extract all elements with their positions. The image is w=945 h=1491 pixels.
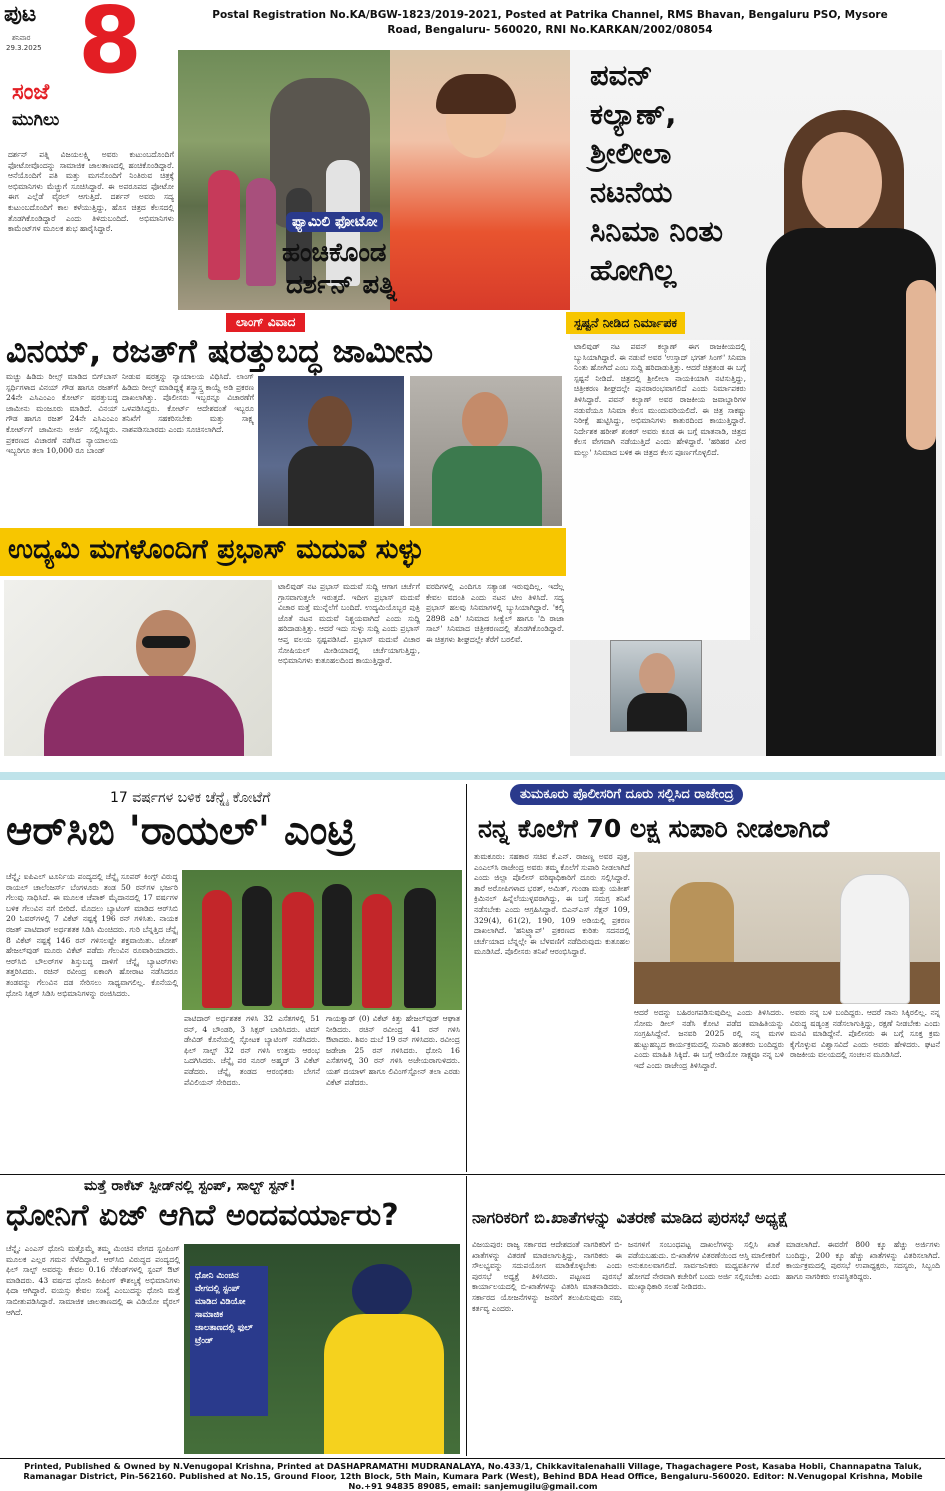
page-date: 29.3.2025 [6,44,42,52]
threat-tag: ತುಮಕೂರು ಪೊಲೀಸರಿಗೆ ದೂರು ಸಲ್ಲಿಸಿದ ರಾಜೇಂದ್ರ [510,784,743,805]
vinay-photo [258,376,404,526]
jersey-shape [324,1314,444,1454]
section-divider [0,772,945,780]
body-shape [627,693,687,732]
family-headline-1: ಫ್ಯಾಮಿಲಿ ಫೋಟೋ [286,212,383,232]
rcb-body-col2: ಪಾಟಿದಾರ್ ಅರ್ಧಶತಕ ಗಳಿಸಿ 32 ಎಸೆತಗಳಲ್ಲಿ 51 ರನ್, 4 ಬೌಂಡರಿ, 3 ಸಿಕ್ಸರ್ ಬಾರಿಸಿದರು. ಟಿಮ್ ಡೇವಿಡ್ ಕೊನೆಯಲ್ಲಿ ಸ್ಫೋಟಕ ಬ್ಯಾಟಿಂಗ್ ನಡೆಸಿದರು. ಫಿಲ್ ಸಾಲ್ಟ್ 32 ರನ್ ಗಳಿಸಿ ಉತ್ತಮ ಆರಂಭ ಒದಗಿಸಿದರು. ಚೆನ್ನೈ ಪರ ನೂರ್ ಅಹ್ಮದ್ 3 ವಿಕೆಟ್ ಪಡೆದರು. ಚೆನ್ನೈ ತಂಡದ ಆರಂಭಿಕರು ಬೇಗನೆ ಪೆವಿಲಿಯನ್ ಸೇರಿದರು. [184,1014,320,1087]
section-rule [0,1174,945,1175]
pawan-headline-line: ನಟನೆಯ [590,175,673,209]
dhoni-body: ಚೆನ್ನೈ: ಎಂಎಸ್ ಧೋನಿ ಮತ್ತೊಮ್ಮೆ ತಮ್ಮ ಮಿಂಚಿನ ವೇಗದ ಸ್ಟಂಪಿಂಗ್ ಮೂಲಕ ಎಲ್ಲರ ಗಮನ ಸೆಳೆದಿದ್ದಾರೆ. ಆರ್‌ಸಿಬಿ ವಿರುದ್ಧದ ಪಂದ್ಯದಲ್ಲಿ ಫಿಲ್ ಸಾಲ್ಟ್ ಅವರನ್ನು ಕೇವಲ 0.16 ಸೆಕೆಂಡ್‌ಗಳಲ್ಲಿ ಸ್ಟಂಪ್ ಔಟ್ ಮಾಡಿದರು. 43 ವರ್ಷದ ಧೋನಿ ಕೀಪಿಂಗ್ ಕೌಶಲ್ಯಕ್ಕೆ ಅಭಿಮಾನಿಗಳು ಫಿದಾ ಆಗಿದ್ದಾರೆ. ವಯಸ್ಸು ಕೇವಲ ಸಂಖ್ಯೆ ಎಂಬುದನ್ನು ಧೋನಿ ಮತ್ತೆ ಸಾಬೀತುಪಡಿಸಿದ್ದಾರೆ. ಸಾಮಾಜಿಕ ಜಾಲತಾಣದಲ್ಲಿ ಈ ವಿಡಿಯೋ ವೈರಲ್ ಆಗಿದೆ. [6,1244,180,1317]
page-weekday: ಶನಿವಾರ [12,34,31,42]
rajath-photo [410,376,562,526]
pawan-body: ಟಾಲಿವುಡ್ ನಟ ಪವನ್ ಕಲ್ಯಾಣ್ ಈಗ ರಾಜಕೀಯದಲ್ಲಿ ಬ್ಯುಸಿಯಾಗಿದ್ದಾರೆ. ಈ ನಡುವೆ ಅವರ 'ಉಸ್ತಾದ್ ಭಗತ್ ಸಿಂಗ್' ಸಿನಿಮಾ ನಿಂತು ಹೋಗಿದೆ ಎಂಬ ಸುದ್ದಿ ಹರಿದಾಡುತ್ತಿತ್ತು. ಆದರೆ ಚಿತ್ರತಂಡ ಈ ಬಗ್ಗೆ ಸ್ಪಷ್ಟನೆ ನೀಡಿದೆ. ಚಿತ್ರದಲ್ಲಿ ಶ್ರೀಲೀಲಾ ನಾಯಕಿಯಾಗಿ ನಟಿಸುತ್ತಿದ್ದು, ಚಿತ್ರೀಕರಣ ಶೀಘ್ರದಲ್ಲೇ ಪುನರಾರಂಭವಾಗಲಿದೆ ಎಂದು ನಿರ್ಮಾಪಕರು ತಿಳಿಸಿದ್ದಾರೆ. ಪವನ್ ಕಲ್ಯಾಣ್ ಅವರ ರಾಜಕೀಯ ಜವಾಬ್ದಾರಿಗಳ ನಡುವೆಯೂ ಸಿನಿಮಾ ಕೆಲಸ ಮುಂದುವರಿಯಲಿದೆ. ಈ ಚಿತ್ರ ಸಾಕಷ್ಟು ನಿರೀಕ್ಷೆ ಹುಟ್ಟಿಸಿದ್ದು, ಅಭಿಮಾನಿಗಳು ಕಾತುರದಿಂದ ಕಾಯುತ್ತಿದ್ದಾರೆ. ನಿರ್ದೇಶಕ ಹರೀಶ್ ಶಂಕರ್ ಅವರು ಕೂಡ ಈ ಬಗ್ಗೆ ಮಾತನಾಡಿ, ಚಿತ್ರದ ಕೆಲಸ ವೇಗವಾಗಿ ನಡೆಯುತ್ತಿದೆ ಎಂದು ಹೇಳಿದ್ದಾರೆ. 'ಹರಿಹರ ವೀರ ಮಲ್ಲು' ಸಿನಿಮಾದ ಬಳಿಕ ಈ ಚಿತ್ರದ ಕೆಲಸ ಪೂರ್ಣಗೊಳ್ಳಲಿದೆ. [570,340,750,640]
brand-name-top: ಸಂಜೆ [12,80,50,105]
page-label: ಪುಟ [4,2,37,27]
footer-rule [0,1458,945,1459]
rcb-headline: ಆರ್‌ಸಿಬಿ 'ರಾಯಲ್' ಎಂಟ್ರಿ [6,808,356,854]
face-shape [462,392,508,450]
threat-body-col1: ತುಮಕೂರು: ಸಹಕಾರ ಸಚಿವ ಕೆ.ಎನ್. ರಾಜಣ್ಣ ಅವರ ಪುತ್ರ, ಎಂಎಲ್‌ಸಿ ರಾಜೇಂದ್ರ ಅವರು ತಮ್ಮ ಕೊಲೆಗೆ ಸುಪಾರಿ ನೀಡಲಾಗಿದೆ ಎಂದು ಜಿಲ್ಲಾ ಪೊಲೀಸ್ ವರಿಷ್ಠಾಧಿಕಾರಿಗೆ ದೂರು ಸಲ್ಲಿಸಿದ್ದಾರೆ. ತಾರೆ ಅರೋಪಿಗಳಾದ ಭರತ್, ಅಮಿತ್, ಗುಂಡಾ ಮತ್ತು ಯತೀಶ್ ಕ್ರಿಮಿನಲ್ ಹಿನ್ನೆಲೆಯುಳ್ಳವರಾಗಿದ್ದು, ಈ ಬಗ್ಗೆ ಸಮಗ್ರ ತನಿಖೆ ನಡೆಸಬೇಕು ಎಂದು ಆಗ್ರಹಿಸಿದ್ದಾರೆ. ಬಿಎನ್‌ಎಸ್ ಸೆಕ್ಷನ್ 109, 329(4), 61(2), 190, 109 ಅಡಿಯಲ್ಲಿ ಪ್ರಕರಣ ದಾಖಲಾಗಿದೆ. 'ಹನಿಟ್ರ್ಯಾಪ್' ಪ್ರಕರಣದ ಕುರಿತು ಸದನದಲ್ಲಿ ಚರ್ಚೆಯಾದ ಬೆನ್ನಲ್ಲೇ ಈ ಬೆಳವಣಿಗೆ ನಡೆದಿರುವುದು ಕುತೂಹಲ ಮೂಡಿಸಿದೆ. ಪೊಲೀಸರು ತನಿಖೆ ಆರಂಭಿಸಿದ್ದಾರೆ. [474,852,630,957]
vinay-body-col1: ಮಚ್ಚು ಹಿಡಿದು ರೀಲ್ಸ್ ಮಾಡಿದ ಬಿಗ್‌ಬಾಸ್ ಸ್ಪರ್ಧಿಗಳಾದ ವಿನಯ್ ಗೌಡ ಹಾಗೂ ರಜತ್‌ಗೆ 24ನೇ ಎಸಿಎಂಎಂ ಕೋರ್ಟ್ ಷರತ್ತುಬದ್ಧ ಜಾಮೀನು ಮಂಜೂರು ಮಾಡಿದೆ. ವಿನಯ್ ಗೌಡ ಹಾಗೂ ರಜತ್ 24ನೇ ಎಸಿಎಂಎಂ ಕೋರ್ಟ್‌ಗೆ ಜಾಮೀನು ಅರ್ಜಿ ಸಲ್ಲಿಸಿದ್ದರು. ಪ್ರಕರಣದ ವಿಚಾರಣೆ ನಡೆಸಿದ ನ್ಯಾಯಾಲಯ ಇಬ್ಬರಿಗೂ ತಲಾ 10,000 ರೂ ಬಾಂಡ್ [6,372,118,456]
pawan-headline-line: ಸಿನಿಮಾ ನಿಂತು [590,214,723,248]
sunglasses-shape [142,636,190,648]
jacket-shape [44,676,244,756]
footer-imprint: Printed, Published & Owned by N.Venugopal Krishna, Printed at DASHAPRAMATHI MUDRANALAYA, No.433/1, Chikkavitalenahalli Village, Thagachagere Post, Kasaba Hobli, Channapatna Taluk, Ramanagar District, Pin-562160. Published at No.15, Ground Floor, 12th Block, 5th Main, Kumara Park (West), Behind BDA Head Office, Bengaluru-560020. Editor: N.Venugopal Krishna, Mobile No.+91 94835 89085, email: sanjemugilu@gmail.com [23,1461,923,1491]
khata-body-col3: ಮಾಡಲಾಗಿದೆ. ಈವರೆಗೆ 800 ಕ್ಕೂ ಹೆಚ್ಚು ಅರ್ಜಿಗಳು ಬಂದಿದ್ದು, 200 ಕ್ಕೂ ಹೆಚ್ಚು ಖಾತೆಗಳನ್ನು ವಿತರಿಸಲಾಗಿದೆ. ಕಾರ್ಯಕ್ರಮದಲ್ಲಿ ಪುರಸಭೆ ಉಪಾಧ್ಯಕ್ಷರು, ಸದಸ್ಯರು, ಸಿಬ್ಬಂದಿ ಹಾಗೂ ನಾಗರಿಕರು ಉಪಸ್ಥಿತರಿದ್ದರು. [786,1240,940,1281]
vinay-headline: ವಿನಯ್, ರಜತ್‌ಗೆ ಷರತ್ತುಬದ್ಧ ಜಾಮೀನು [6,332,434,370]
pawan-headline-line: ಶ್ರೀಲೀಲಾ [590,136,672,170]
pawan-inset-photo [610,640,702,732]
face-shape [308,396,352,450]
player-figure [362,894,392,1008]
pawan-headline-line: ಕಲ್ಯಾಣ್, [590,97,677,131]
vijayalakshmi-photo [390,50,570,310]
person-figure [246,178,276,286]
pawan-tag: ಸ್ಪಷ್ಟನೆ ನೀಡಿದ ನಿರ್ಮಾಪಕ [566,312,685,334]
dhoni-kicker: ಮತ್ತೆ ರಾಕೆಟ್ ಸ್ಪೀಡ್‌ನಲ್ಲಿ ಸ್ಟಂಪ್, ಸಾಲ್ಟ್ ಸ್ಟನ್! [84,1178,296,1194]
dhoni-callout: ಧೋನಿ ಮಿಂಚಿನ ವೇಗದಲ್ಲಿ ಸ್ಟಂಪ್ ಮಾಡಿದ ವಿಡಿಯೋ ಸಾಮಾಜಿಕ ಜಾಲತಾಣದಲ್ಲಿ ಫುಲ್ ಟ್ರೆಂಡ್ [190,1266,268,1416]
face-shape [639,653,675,697]
helmet-shape [352,1264,412,1318]
registration-text: Postal Registration No.KA/BGW-1823/2019-2021, Posted at Patrika Channel, RMS Bhavan, Bengaluru PSO, Mysore Road, Bengaluru- 560020, RNI No.KARKAN/2002/08054 [212,9,888,36]
khata-body-col1: ವಿಜಯಪುರ: ರಾಜ್ಯ ಸರ್ಕಾರದ ಆದೇಶದಂತೆ ನಾಗರಿಕರಿಗೆ ಬಿ-ಖಾತೆಗಳನ್ನು ವಿತರಣೆ ಮಾಡಲಾಗುತ್ತಿದ್ದು, ನಾಗರಿಕರು ಈ ಸೌಲಭ್ಯವನ್ನು ಸದುಪಯೋಗ ಮಾಡಿಕೊಳ್ಳಬೇಕು ಎಂದು ಪುರಸಭೆ ಅಧ್ಯಕ್ಷೆ ತಿಳಿಸಿದರು. ಪಟ್ಟಣದ ಪುರಸಭೆ ಕಾರ್ಯಾಲಯದಲ್ಲಿ ಬಿ-ಖಾತೆಗಳನ್ನು ವಿತರಿಸಿ ಮಾತನಾಡಿದರು. ಸರ್ಕಾರದ ಯೋಜನೆಗಳನ್ನು ಜನರಿಗೆ ತಲುಪಿಸುವುದು ನಮ್ಮ ಕರ್ತವ್ಯ ಎಂದರು. [472,1240,622,1313]
hair-shape [436,74,516,114]
player-figure [404,888,436,1008]
column-rule [466,1176,467,1456]
threat-headline: ನನ್ನ ಕೊಲೆಗೆ 70 ಲಕ್ಷ ಸುಪಾರಿ ನೀಡಲಾಗಿದೆ [478,814,830,843]
body-shape [432,446,542,526]
khata-headline: ನಾಗರಿಕರಿಗೆ ಬಿ.ಖಾತೆಗಳನ್ನು ವಿತರಣೆ ಮಾಡಿದ ಪುರಸಭೆ ಅಧ್ಯಕ್ಷೆ [472,1208,789,1227]
vinay-body-col2: ನೀಡುವ ಷರತ್ತನ್ನು ನ್ಯಾಯಾಲಯ ವಿಧಿಸಿದೆ. ಲಾಂಗ್ ಹಿಡಿದು ರೀಲ್ಸ್ ಮಾಡಿದ್ದಕ್ಕೆ ಶಸ್ತ್ರಾಸ್ತ್ರ ಕಾಯ್ದೆ ಅಡಿ ಪ್ರಕರಣ ದಾಖಲಾಗಿತ್ತು. ಪೊಲೀಸರು ಇಬ್ಬರನ್ನೂ ವಿಚಾರಣೆಗೆ ಒಳಪಡಿಸಿದ್ದರು. ಕೋರ್ಟ್ ಆದೇಶದಂತೆ ಇಬ್ಬರೂ ತನಿಖೆಗೆ ಸಹಕರಿಸಬೇಕು ಮತ್ತು ಸಾಕ್ಷ್ಯ ನಾಶಪಡಿಸಬಾರದು ಎಂದು ಸೂಚಿಸಲಾಗಿದೆ. [122,372,254,434]
family-headline-2: ಹಂಚಿಕೊಂಡ [282,238,387,268]
threat-body-col3: ಅವರು ನನ್ನ ಬಳಿ ಬಂದಿದ್ದರು. ಆದರೆ ನಾನು ಸಿಕ್ಕಿರಲಿಲ್ಲ. ನನ್ನ ವಿರುದ್ಧ ಷಡ್ಯಂತ್ರ ನಡೆಸಲಾಗುತ್ತಿದ್ದು, ರಕ್ಷಣೆ ನೀಡಬೇಕು ಎಂದು ಮನವಿ ಮಾಡಿದ್ದೇನೆ. ಪೊಲೀಸರು ಈ ಬಗ್ಗೆ ಸೂಕ್ತ ಕ್ರಮ ಕೈಗೊಳ್ಳುವ ವಿಶ್ವಾಸವಿದೆ ಎಂದು ಅವರು ಹೇಳಿದರು. ಘಟನೆ ರಾಜಕೀಯ ವಲಯದಲ್ಲಿ ಸಂಚಲನ ಮೂಡಿಸಿದೆ. [790,1008,940,1060]
rcb-kicker: 17 ವರ್ಷಗಳ ಬಳಿಕ ಚೆನ್ನೈ ಕೋಟೆಗೆ [110,790,271,806]
player-figure [202,890,232,1008]
vinay-tag: ಲಾಂಗ್ ವಿವಾದ [226,313,305,332]
khata-body-col2: ಜನಗಳಿಗೆ ಸಂಬಂಧಪಟ್ಟ ದಾಖಲೆಗಳನ್ನು ಸಲ್ಲಿಸಿ ಖಾತೆ ಪಡೆಯಬಹುದು. ಬಿ-ಖಾತೆಗಳ ವಿತರಣೆಯಿಂದ ಆಸ್ತಿ ಮಾಲೀಕರಿಗೆ ಅನುಕೂಲವಾಗಲಿದೆ. ಸಾರ್ವಜನಿಕರು ಮಧ್ಯವರ್ತಿಗಳ ಮೊರೆ ಹೋಗದೆ ನೇರವಾಗಿ ಕಚೇರಿಗೆ ಬಂದು ಅರ್ಜಿ ಸಲ್ಲಿಸಬೇಕು ಎಂದು ಮುಖ್ಯಾಧಿಕಾರಿ ಸಲಹೆ ನೀಡಿದರು. [628,1240,780,1292]
family-body: ದರ್ಶನ್ ಪತ್ನಿ ವಿಜಯಲಕ್ಷ್ಮಿ ಅವರು ಕುಟುಂಬದೊಂದಿಗೆ ಫೋಟೋವೊಂದನ್ನು ಸಾಮಾಜಿಕ ಜಾಲತಾಣದಲ್ಲಿ ಹಂಚಿಕೊಂಡಿದ್ದಾರೆ. ಆನೆಯೊಂದಿಗೆ ಪತಿ ಮತ್ತು ಮಗನೊಂದಿಗೆ ನಿಂತಿರುವ ಚಿತ್ರಕ್ಕೆ ಅಭಿಮಾನಿಗಳು ಮೆಚ್ಚುಗೆ ಸೂಚಿಸಿದ್ದಾರೆ. ಈ ಅಪರೂಪದ ಫೋಟೋ ಈಗ ಎಲ್ಲೆಡೆ ವೈರಲ್ ಆಗುತ್ತಿದೆ. ದರ್ಶನ್ ಅವರು ಸದ್ಯ ಕುಟುಂಬದೊಂದಿಗೆ ಕಾಲ ಕಳೆಯುತ್ತಿದ್ದು, ಹೊಸ ಚಿತ್ರದ ಕೆಲಸದಲ್ಲಿ ತೊಡಗಿಕೊಂಡಿದ್ದಾರೆ ಎಂದು ತಿಳಿದುಬಂದಿದೆ. ಅಭಿಮಾನಿಗಳು ಕಾಮೆಂಟ್‌ಗಳ ಮೂಲಕ ಶುಭ ಹಾರೈಸಿದ್ದಾರೆ. [8,150,174,234]
player-figure [242,886,272,1006]
player-figure [322,884,352,1006]
player-figure [282,892,314,1008]
dhoni-headline: ಧೋನಿಗೆ ಏಜ್ ಆಗಿದೆ ಅಂದವರ್ಯಾರು? [6,1198,399,1233]
person-figure [208,170,240,280]
pawan-headline-line: ಪವನ್ [590,58,653,92]
pawan-headline [590,56,820,290]
threat-photo [634,852,940,1004]
threat-body-col2: ಆದರೆ ಅದನ್ನು ಬಹಿರಂಗಪಡಿಸುವುದಿಲ್ಲ ಎಂದು ತಿಳಿಸಿದರು. ಸೋಮ ಡೀಲ್ ನಡೆಸಿ ಕೋಟಿ ಪಡೆದ ಮಾಹಿತಿಯನ್ನು ಸಂಗ್ರಹಿಸಿದ್ದೇನೆ. ಜನವರಿ 2025 ರಲ್ಲಿ ನನ್ನ ಮಗಳ ಹುಟ್ಟುಹಬ್ಬದ ಕಾರ್ಯಕ್ರಮದಲ್ಲಿ ಸುಪಾರಿ ಹಂತಕರು ಬಂದಿದ್ದರು ಎಂದು ಮಾಹಿತಿ ಸಿಕ್ಕಿದೆ. ಈ ಬಗ್ಗೆ ಆಡಿಯೋ ಸಾಕ್ಷ್ಯವೂ ನನ್ನ ಬಳಿ ಇದೆ ಎಂದು ರಾಜೇಂದ್ರ ತಿಳಿಸಿದ್ದಾರೆ. [634,1008,784,1070]
arm-shape [906,280,936,450]
prabhas-body-col2: ವರದಿಗಳಲ್ಲಿ ಎಂದಿಗೂ ಸತ್ಯಾಂಶ ಇರುವುದಿಲ್ಲ. ಇದೆಲ್ಲ ಕೇವಲ ವದಂತಿ ಎಂದು ನಟನ ಟೀಂ ತಿಳಿಸಿದೆ. ಸದ್ಯ ಪ್ರಭಾಸ್ ಹಲವು ಸಿನಿಮಾಗಳಲ್ಲಿ ಬ್ಯುಸಿಯಾಗಿದ್ದಾರೆ. 'ಕಲ್ಕಿ 2898 ಎಡಿ' ಸಿನಿಮಾದ ಸೀಕ್ವೆಲ್ ಹಾಗೂ 'ದಿ ರಾಜಾ ಸಾಬ್' ಸಿನಿಮಾದ ಚಿತ್ರೀಕರಣದಲ್ಲಿ ತೊಡಗಿಕೊಂಡಿದ್ದಾರೆ. ಈ ಚಿತ್ರಗಳು ಶೀಘ್ರದಲ್ಲೇ ತೆರೆಗೆ ಬರಲಿವೆ. [426,582,564,644]
prabhas-body-col1: ಟಾಲಿವುಡ್ ನಟ ಪ್ರಭಾಸ್ ಮದುವೆ ಸುದ್ದಿ ಆಗಾಗ ಚರ್ಚೆಗೆ ಗ್ರಾಸವಾಗುತ್ತಲೇ ಇರುತ್ತದೆ. ಇದೀಗ ಪ್ರಭಾಸ್ ಮದುವೆ ವಿಚಾರ ಮತ್ತೆ ಮುನ್ನೆಲೆಗೆ ಬಂದಿದೆ. ಉದ್ಯಮಿಯೊಬ್ಬರ ಪುತ್ರಿ ಜೊತೆ ನಟನ ಮದುವೆ ನಿಶ್ಚಯವಾಗಿದೆ ಎಂದು ಸುದ್ದಿ ಹರಿದಾಡುತ್ತಿತ್ತು. ಆದರೆ ಇದು ಸುಳ್ಳು ಸುದ್ದಿ ಎಂದು ಪ್ರಭಾಸ್ ಆಪ್ತ ವಲಯ ಸ್ಪಷ್ಟಪಡಿಸಿದೆ. ಪ್ರಭಾಸ್ ಮದುವೆ ವಿಚಾರ ಸೋಷಿಯಲ್ ಮೀಡಿಯಾದಲ್ಲಿ ಚರ್ಚೆಯಾಗುತ್ತಿದ್ದು, ಅಭಿಮಾನಿಗಳು ಕುತೂಹಲದಿಂದ ಕಾಯುತ್ತಿದ್ದಾರೆ. [278,582,420,666]
rcb-body-col1: ಚೆನ್ನೈ: ಐಪಿಎಲ್ ಟೂರ್ನಿಯ ಪಂದ್ಯದಲ್ಲಿ ಚೆನ್ನೈ ಸೂಪರ್ ಕಿಂಗ್ಸ್ ವಿರುದ್ಧ ರಾಯಲ್ ಚಾಲೆಂಜರ್ಸ್ ಬೆಂಗಳೂರು ತಂಡ 50 ರನ್‌ಗಳ ಭರ್ಜರಿ ಗೆಲುವು ಸಾಧಿಸಿದೆ. ಈ ಮೂಲಕ ಚೆಪಾಕ್ ಮೈದಾನದಲ್ಲಿ 17 ವರ್ಷಗಳ ಬಳಿಕ ಗೆಲುವಿನ ನಗೆ ಬೀರಿದೆ. ಮೊದಲು ಬ್ಯಾಟಿಂಗ್ ಮಾಡಿದ ಆರ್‌ಸಿಬಿ 20 ಓವರ್‌ಗಳಲ್ಲಿ 7 ವಿಕೆಟ್ ನಷ್ಟಕ್ಕೆ 196 ರನ್ ಗಳಿಸಿತು. ನಾಯಕ ರಜತ್ ಪಾಟಿದಾರ್ ಅರ್ಧಶತಕ ಸಿಡಿಸಿ ಮಿಂಚಿದರು. ಗುರಿ ಬೆನ್ನತ್ತಿದ ಚೆನ್ನೈ 8 ವಿಕೆಟ್ ನಷ್ಟಕ್ಕೆ 146 ರನ್ ಗಳಿಸಲಷ್ಟೇ ಶಕ್ತವಾಯಿತು. ಜೋಶ್ ಹೇಜಲ್‌ವುಡ್ ಮೂರು ವಿಕೆಟ್ ಪಡೆದು ಗೆಲುವಿನ ರೂವಾರಿಯಾದರು. ಆರ್‌ಸಿಬಿ ಬೌಲರ್‌ಗಳ ಶಿಸ್ತುಬದ್ಧ ದಾಳಿಗೆ ಚೆನ್ನೈ ಬ್ಯಾಟರ್‌ಗಳು ತತ್ತರಿಸಿದರು. ರಚಿನ್ ರವೀಂದ್ರ ಏಕಾಂಗಿ ಹೋರಾಟ ನಡೆಸಿದರೂ ತಂಡವನ್ನು ಗೆಲುವಿನ ದಡ ಸೇರಿಸಲು ಸಾಧ್ಯವಾಗಲಿಲ್ಲ. ಕೊನೆಯಲ್ಲಿ ಧೋನಿ ಸಿಕ್ಸರ್ ಸಿಡಿಸಿ ಅಭಿಮಾನಿಗಳನ್ನು ರಂಜಿಸಿದರು. [6,872,178,998]
prabhas-photo [4,580,272,756]
rcb-photo [182,870,462,1010]
body-shape [288,446,374,526]
person-figure [840,874,910,1004]
brand-name-bottom: ಮುಗಿಲು [12,110,60,130]
column-rule [466,784,467,1172]
page-number: 8 [78,0,143,94]
family-headline-3: ದರ್ಶನ್ ಪತ್ನಿ [286,270,397,300]
pawan-headline-line: ಹೋಗಿಲ್ಲ [590,253,677,287]
prabhas-headline: ಉದ್ಯಮಿ ಮಗಳೊಂದಿಗೆ ಪ್ರಭಾಸ್ ಮದುವೆ ಸುಳ್ಳು [8,534,424,565]
rcb-body-col3: ಗಾಯಕ್ವಾಡ್ (0) ವಿಕೆಟ್ ಕಿತ್ತು ಹೇಜಲ್‌ವುಡ್ ಆಘಾತ ನೀಡಿದರು. ರಚಿನ್ ರವೀಂದ್ರ 41 ರನ್ ಗಳಿಸಿ ಔಟಾದರು. ಶಿವಂ ದುಬೆ 19 ರನ್ ಗಳಿಸಿದರು. ರವೀಂದ್ರ ಜಡೇಜಾ 25 ರನ್ ಗಳಿಸಿದರು. ಧೋನಿ 16 ಎಸೆತಗಳಲ್ಲಿ 30 ರನ್ ಗಳಿಸಿ ಅಜೇಯರಾಗುಳಿದರು. ಯಶ್ ದಯಾಳ್ ಹಾಗೂ ಲಿವಿಂಗ್‌ಸ್ಟೋನ್ ತಲಾ ಎರಡು ವಿಕೆಟ್ ಪಡೆದರು. [326,1014,460,1087]
